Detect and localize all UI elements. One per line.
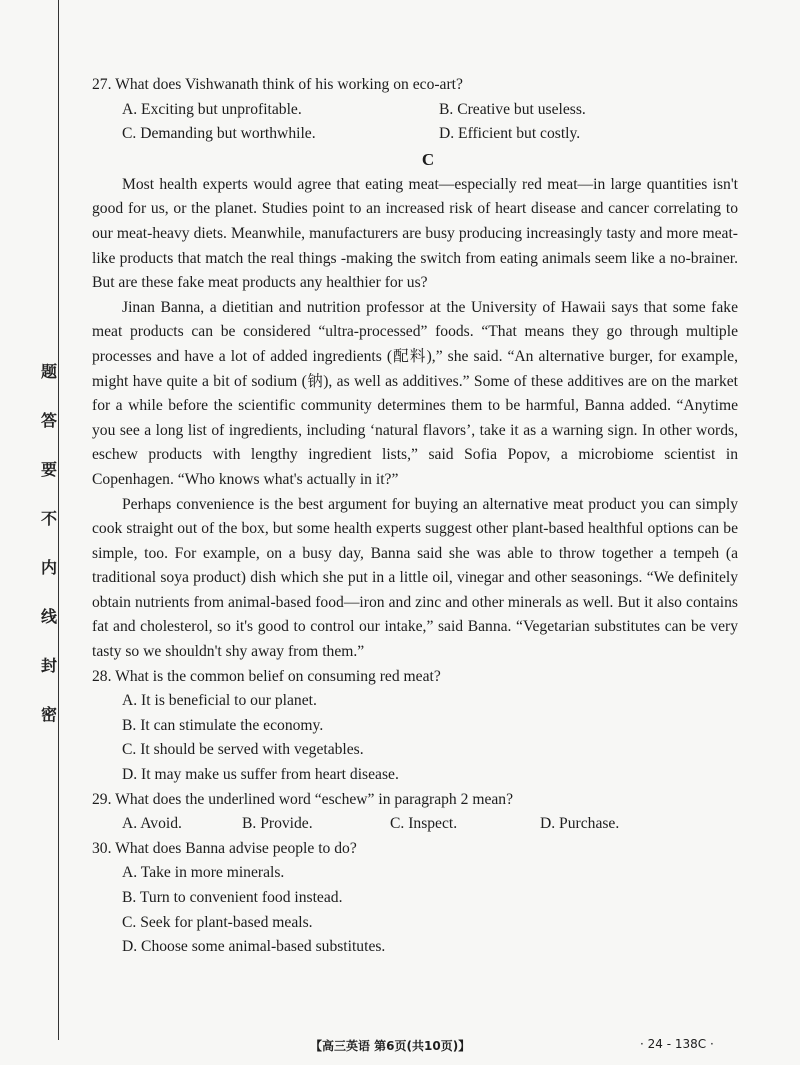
question-29 — [92, 788, 738, 837]
seal-char: 不 — [40, 509, 57, 528]
passage-paragraph-1: Most health experts would agree that eating meat—especially red meat—in large quantities isn't good for us, or the planet. Studies point to an increased risk of heart disease and cancer correlating to our meat-heavy diets. Meanwhile, manufacturers are busy producing increasingly tasty and more meat-like products that match the real things -making the switch from eating animals seem like a no-brainer. But are these fake meat products any healthier for us? — [92, 175, 738, 292]
option-a: A. Exciting but unprofitable. — [122, 100, 302, 118]
section-heading: C — [421, 149, 435, 169]
option-c: C. Seek for plant-based meals. — [122, 913, 313, 931]
option-d: D. It may make us suffer from heart disease. — [122, 766, 399, 784]
seal-char: 线 — [40, 607, 57, 626]
option-c: C. Demanding but worthwhile. — [122, 125, 316, 143]
seal-char: 密 — [40, 705, 57, 724]
seal-char: 答 — [40, 411, 57, 430]
option-b: B. Provide. — [242, 815, 313, 833]
option-d: D. Purchase. — [540, 815, 620, 833]
passage-paragraph-3: Perhaps convenience is the best argument for buying an alternative meat product you can simply cook straight out of the box, but some health experts suggest other plant-based healthful options can be simple, too. For example, on a busy day, Banna said she was able to throw together a tempeh (a traditional soya product) dish which she put in a little oil, vinegar and other seasonings. “We definitely obtain nutrients from animal-based food—iron and zinc and other minerals as well. But it also contains fat and cholesterol, so it's good to control our intake,” said Banna. “Vegetarian substitutes can be very tasty so we shouldn't shy away from them.” — [92, 495, 738, 661]
option-d: D. Choose some animal-based substitutes. — [122, 938, 386, 956]
footer-code: · 24 - 138C · — [640, 1037, 714, 1051]
exam-page — [92, 73, 738, 960]
seal-char: 要 — [40, 460, 57, 479]
option-a: A. It is beneficial to our planet. — [122, 692, 317, 710]
question-27-stem: 27. What does Vishwanath think of his working on eco-art? — [92, 76, 463, 93]
seal-char: 题 — [40, 362, 57, 381]
option-c: C. It should be served with vegetables. — [122, 741, 364, 759]
question-29-options — [92, 812, 738, 837]
option-b: B. Turn to convenient food instead. — [122, 889, 343, 906]
question-30-stem: 30. What does Banna advise people to do? — [92, 839, 357, 857]
page-footer — [0, 1034, 800, 1056]
option-a: A. Take in more minerals. — [122, 864, 285, 882]
question-28-stem: 28. What is the common belief on consuming red meat? — [92, 667, 441, 685]
option-b: B. Creative but useless. — [439, 100, 586, 118]
passage-paragraph-2: Jinan Banna, a dietitian and nutrition professor at the University of Hawaii says that some fake meat products can be considered “ultra-processed” foods. “That means they go through multiple processes and have a lot of added ingredients (配料),” she said. “An alternative burger, for example, might have quite a bit of sodium (钠), as well as additives.” Some of these additives are on the market for a while before the scientific community determines them to be harmful, Banna added. “Anytime you see a long list of ingredients, including ‘natural flavors’, take it as a warning sign. In other words, eschew products with lengthy ingredient lists,” said Sofia Popov, a microbiome scientist in Copenhagen. “Who knows what's actually in it?” — [92, 298, 738, 488]
seal-char: 封 — [40, 656, 57, 675]
option-a: A. Avoid. — [122, 815, 182, 833]
question-28 — [92, 665, 738, 788]
footer-page-label: 【高三英语 第6页(共10页)】 — [310, 1039, 471, 1053]
option-c: C. Inspect. — [390, 815, 458, 833]
question-27-options — [92, 98, 738, 147]
question-29-stem: 29. What does the underlined word “eschew” in paragraph 2 mean? — [92, 790, 514, 808]
question-30 — [92, 837, 738, 960]
option-b: B. It can stimulate the economy. — [122, 716, 324, 734]
option-d: D. Efficient but costly. — [439, 125, 581, 143]
seal-char: 内 — [40, 558, 57, 577]
question-27 — [92, 73, 738, 147]
seal-text — [38, 362, 60, 754]
